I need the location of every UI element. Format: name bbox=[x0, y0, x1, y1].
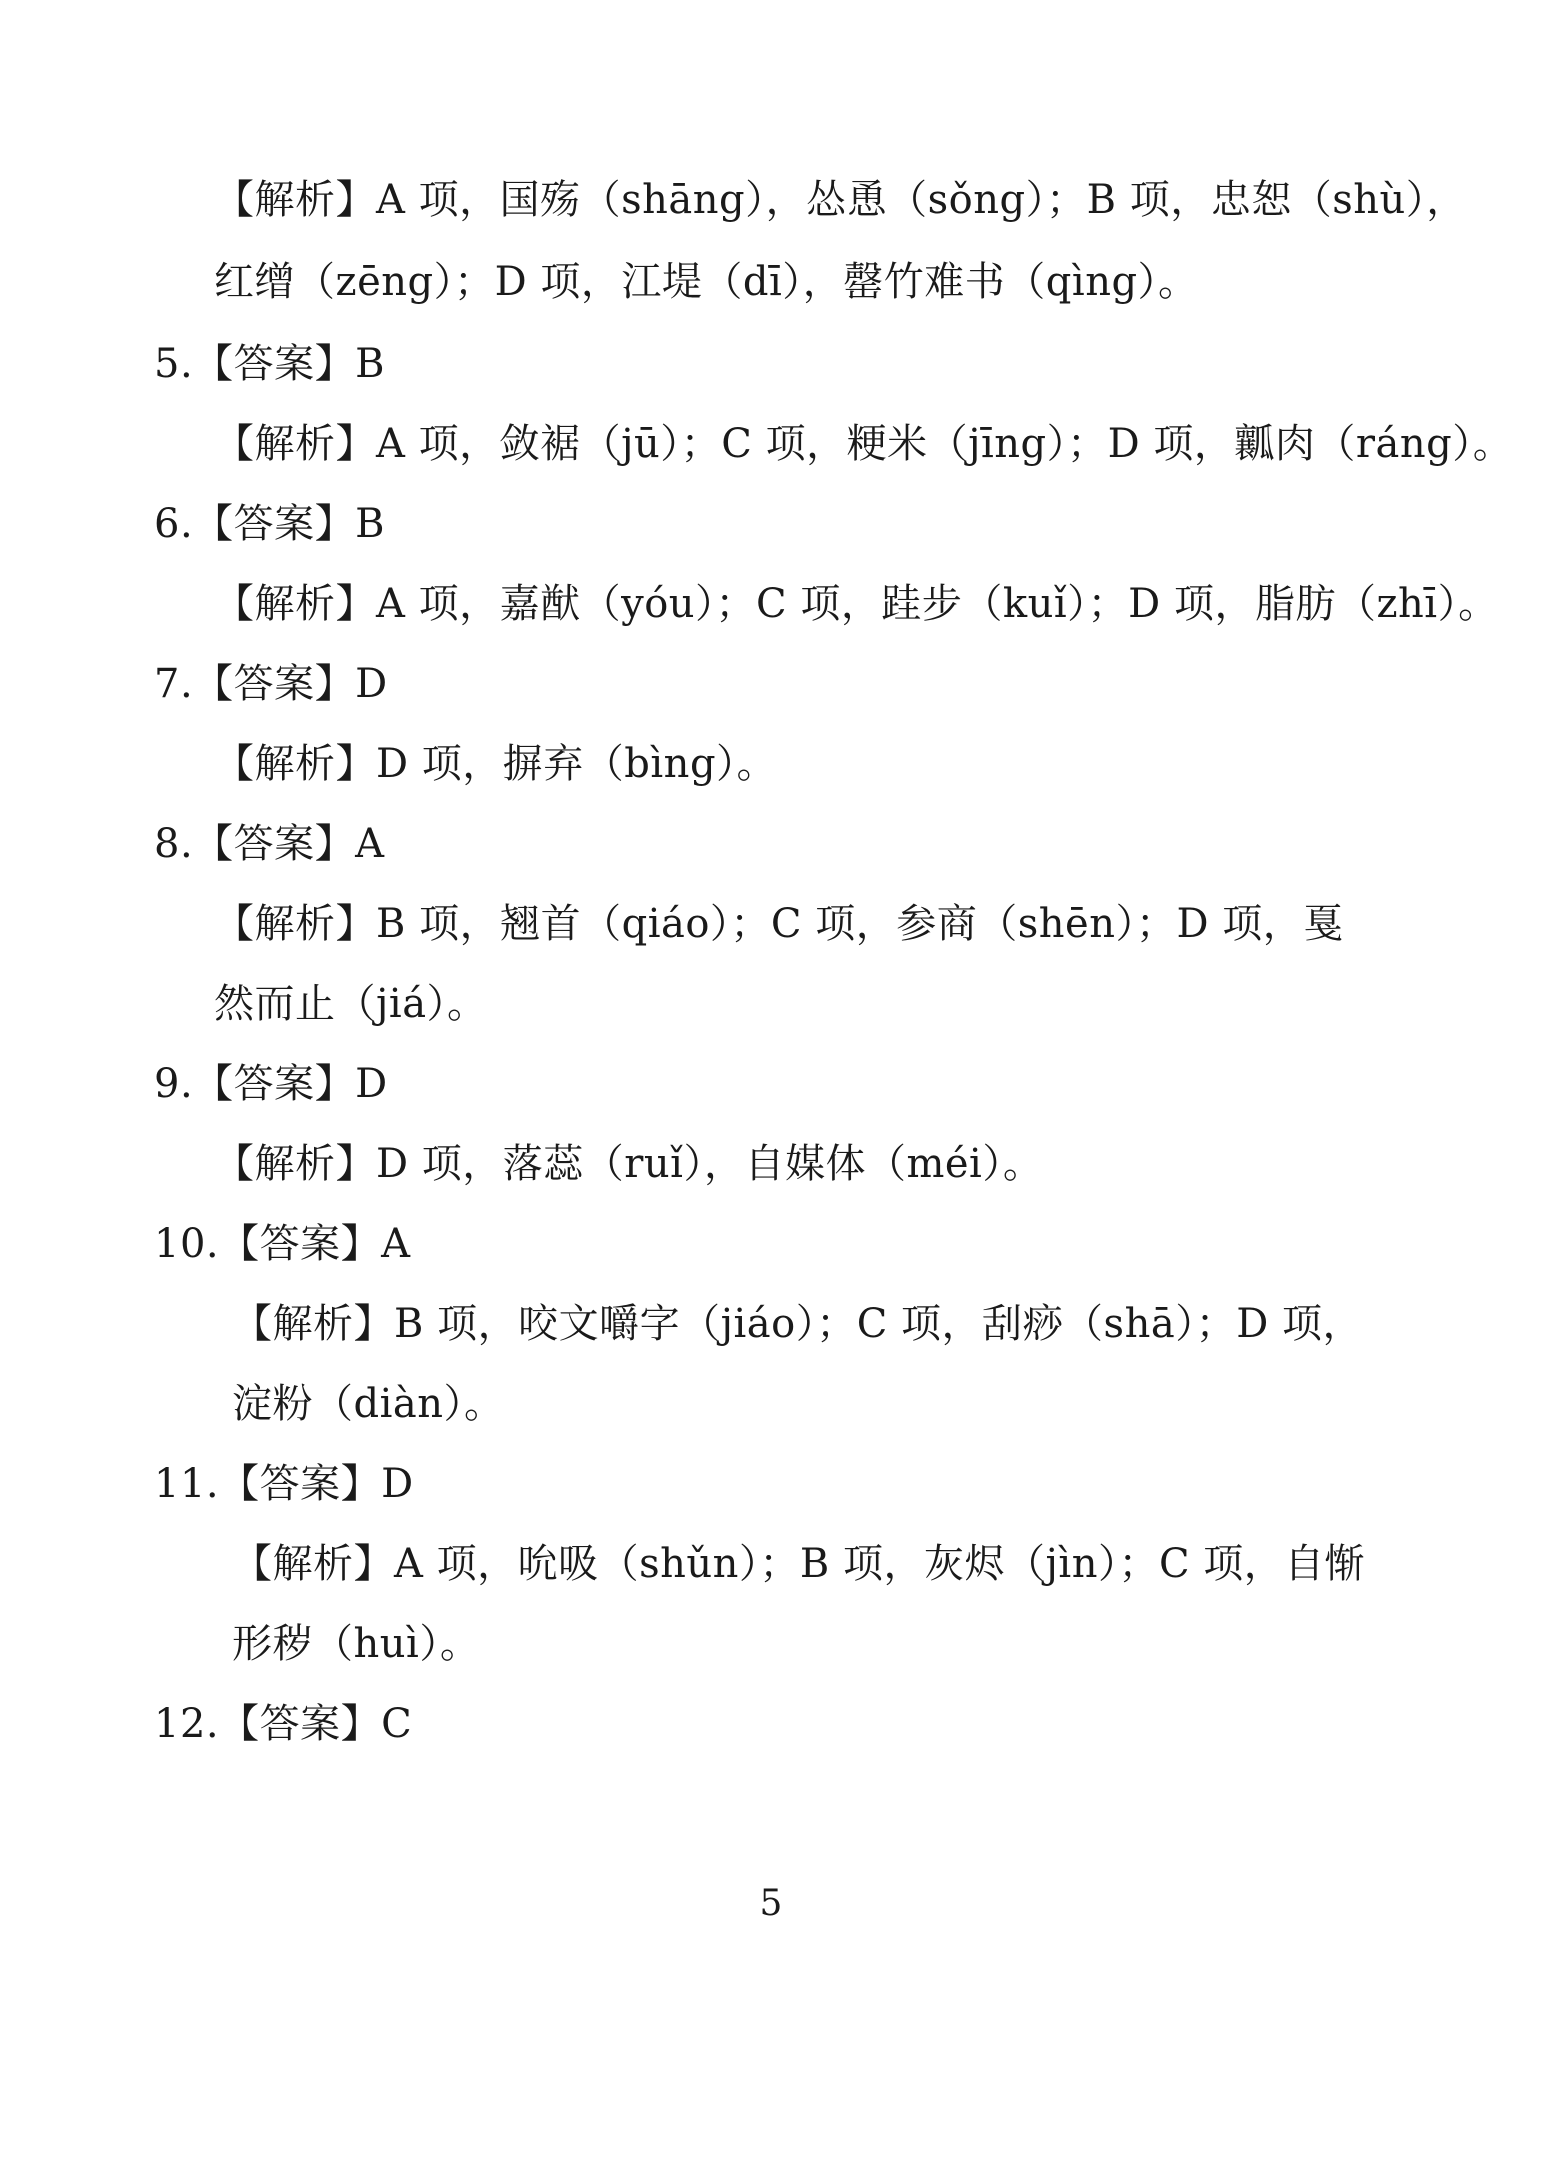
analysis-continuation: 形秽（huì）。 bbox=[232, 1621, 481, 1667]
answer-line: 6.【答案】B bbox=[154, 501, 386, 547]
answer-line: 7.【答案】D bbox=[154, 661, 388, 707]
page-number: 5 bbox=[759, 1883, 783, 1924]
analysis-line: 【解析】D 项，摒弃（bìng）。 bbox=[214, 741, 778, 787]
answer-line: 5.【答案】B bbox=[154, 341, 386, 387]
analysis-continuation: 红缯（zēng）；D 项，江堤（dī），罄竹难书（qìng）。 bbox=[214, 259, 1199, 305]
analysis-line: 【解析】A 项，吮吸（shǔn）；B 项，灰烬（jìn）；C 项，自惭 bbox=[232, 1541, 1366, 1587]
analysis-line: 【解析】A 项，敛裾（jū）；C 项，粳米（jīng）；D 项，瓤肉（ráng）。 bbox=[214, 421, 1514, 467]
analysis-continuation: 然而止（jiá）。 bbox=[214, 981, 488, 1027]
analysis-line: 【解析】A 项，国殇（shāng），怂恿（sǒng）；B 项，忠恕（shù）， bbox=[214, 177, 1467, 223]
answer-line: 9.【答案】D bbox=[154, 1061, 388, 1107]
answer-line: 12.【答案】C bbox=[154, 1701, 413, 1747]
analysis-line: 【解析】A 项，嘉猷（yóu）；C 项，跬步（kuǐ）；D 项，脂肪（zhī）。 bbox=[214, 581, 1499, 627]
analysis-continuation: 淀粉（diàn）。 bbox=[232, 1381, 505, 1427]
answer-line: 8.【答案】A bbox=[154, 821, 385, 867]
answer-line: 10.【答案】A bbox=[154, 1221, 411, 1267]
analysis-line: 【解析】B 项，咬文嚼字（jiáo）；C 项，刮痧（shā）；D 项， bbox=[232, 1301, 1363, 1347]
analysis-line: 【解析】D 项，落蕊（ruǐ），自媒体（méi）。 bbox=[214, 1141, 1044, 1187]
analysis-line: 【解析】B 项，翘首（qiáo）；C 项，参商（shēn）；D 项，戛 bbox=[214, 901, 1344, 947]
answer-line: 11.【答案】D bbox=[154, 1461, 414, 1507]
